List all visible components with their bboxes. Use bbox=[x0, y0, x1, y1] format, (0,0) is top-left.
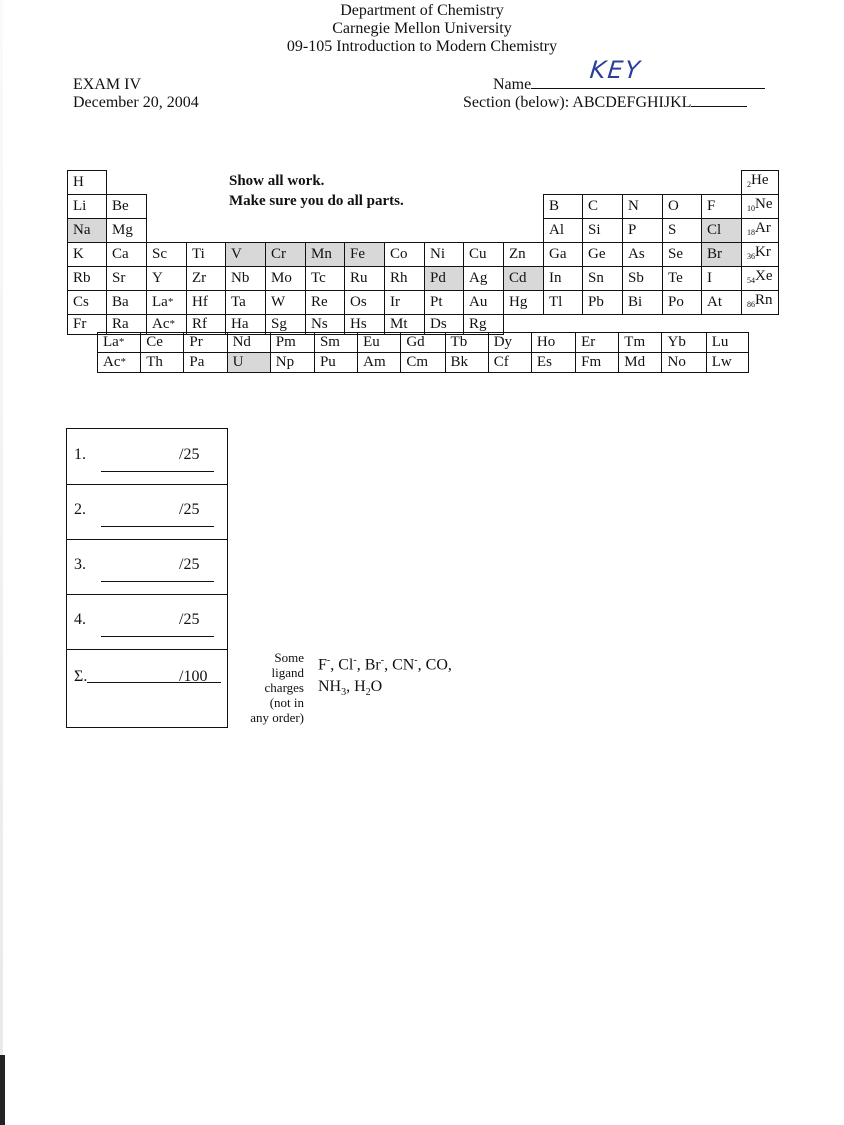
element-cell: Fr bbox=[68, 315, 107, 335]
element-cell: $_{86}$Rn bbox=[742, 291, 779, 315]
element-cell: Zn bbox=[504, 243, 544, 267]
question-label: 4. bbox=[74, 611, 86, 628]
element-cell: Ac* bbox=[147, 315, 187, 335]
element-cell: Hg bbox=[504, 291, 544, 315]
element-cell: Tc bbox=[306, 267, 345, 291]
element-cell: Mo bbox=[266, 267, 306, 291]
element-cell: Lu bbox=[706, 333, 748, 353]
element-cell: Rf bbox=[187, 315, 226, 335]
element-cell: Cd bbox=[504, 267, 544, 291]
element-cell: Am bbox=[358, 353, 401, 373]
element-cell: Fm bbox=[576, 353, 619, 373]
question-label: 1. bbox=[74, 446, 86, 463]
element-cell: Rb bbox=[68, 267, 107, 291]
element-cell: Nb bbox=[226, 267, 266, 291]
element-cell: Dy bbox=[488, 333, 531, 353]
element-cell: Sm bbox=[314, 333, 357, 353]
element-cell: Yb bbox=[662, 333, 706, 353]
element-cell: Ag bbox=[464, 267, 504, 291]
element-cell: Fe bbox=[345, 243, 385, 267]
ligand-label-line: ligand bbox=[271, 665, 304, 680]
element-cell: Lw bbox=[706, 353, 748, 373]
element-cell: Ir bbox=[385, 291, 425, 315]
course-title: 09-105 Introduction to Modern Chemistry bbox=[286, 38, 558, 55]
element-cell: Br bbox=[702, 243, 742, 267]
name-handwritten: KEY bbox=[588, 56, 644, 84]
element-cell: Hs bbox=[345, 315, 385, 335]
element-cell: As bbox=[623, 243, 663, 267]
element-cell: Pb bbox=[583, 291, 623, 315]
ligand-label-line: any order) bbox=[250, 710, 304, 725]
score-row bbox=[67, 484, 227, 540]
element-cell: Cr bbox=[266, 243, 306, 267]
question-max: /25 bbox=[179, 556, 200, 573]
element-cell: Cf bbox=[488, 353, 531, 373]
section-underline bbox=[691, 94, 747, 107]
scan-artifact bbox=[0, 1055, 5, 1125]
ligand-list bbox=[318, 650, 452, 705]
element-cell: Co bbox=[385, 243, 425, 267]
element-cell: F bbox=[702, 195, 742, 219]
university-title: Carnegie Mellon University bbox=[332, 20, 512, 37]
element-cell: Er bbox=[576, 333, 619, 353]
element-cell: Cl bbox=[702, 219, 742, 243]
element-cell: Nd bbox=[227, 333, 270, 353]
element-cell: C bbox=[583, 195, 623, 219]
element-cell: Ra bbox=[107, 315, 147, 335]
ligand-line-1: F-, Cl-, Br-, CN-, CO, bbox=[318, 655, 452, 674]
score-row bbox=[67, 539, 227, 595]
score-row bbox=[67, 429, 227, 485]
scan-edge bbox=[0, 0, 3, 1125]
ligand-label-line: Some bbox=[274, 650, 304, 665]
element-cell: Na bbox=[68, 219, 107, 243]
element-cell: Ta bbox=[226, 291, 266, 315]
element-cell: Cm bbox=[401, 353, 445, 373]
element-cell: Sb bbox=[623, 267, 663, 291]
element-cell: S bbox=[663, 219, 702, 243]
element-cell: U bbox=[227, 353, 270, 373]
element-cell: Mg bbox=[107, 219, 147, 243]
element-cell: Ca bbox=[107, 243, 147, 267]
element-cell: V bbox=[226, 243, 266, 267]
element-cell: Po bbox=[663, 291, 702, 315]
element-cell: Pr bbox=[184, 333, 227, 353]
element-cell: Np bbox=[270, 353, 314, 373]
score-blank[interactable] bbox=[101, 526, 214, 527]
score-total-row bbox=[67, 650, 227, 727]
element-cell: Y bbox=[147, 267, 187, 291]
element-cell: P bbox=[623, 219, 663, 243]
element-cell: Os bbox=[345, 291, 385, 315]
score-row bbox=[67, 594, 227, 650]
element-cell: Te bbox=[663, 267, 702, 291]
element-cell: Cs bbox=[68, 291, 107, 315]
question-max: /25 bbox=[179, 611, 200, 628]
ligand-line-2: $NH_3$, $H_2O$ bbox=[318, 678, 383, 699]
element-cell: Rg bbox=[464, 315, 504, 335]
element-cell: Es bbox=[531, 353, 575, 373]
element-cell: At bbox=[702, 291, 742, 315]
element-cell: N bbox=[623, 195, 663, 219]
element-cell: Pa bbox=[184, 353, 227, 373]
element-cell: Cu bbox=[464, 243, 504, 267]
exam-title: EXAM IV bbox=[73, 76, 141, 93]
total-label: Σ. bbox=[74, 668, 88, 685]
element-cell: Rh bbox=[385, 267, 425, 291]
element-cell: Tl bbox=[544, 291, 583, 315]
ligand-label-line: charges bbox=[264, 680, 304, 695]
element-cell: Ns bbox=[306, 315, 345, 335]
score-blank[interactable] bbox=[101, 636, 214, 637]
section-field[interactable] bbox=[463, 94, 747, 112]
element-cell: Ni bbox=[425, 243, 464, 267]
element-cell: Al bbox=[544, 219, 583, 243]
element-cell: Pd bbox=[425, 267, 464, 291]
question-max: /25 bbox=[179, 501, 200, 518]
element-cell: Ga bbox=[544, 243, 583, 267]
element-cell: Md bbox=[619, 353, 662, 373]
element-cell: In bbox=[544, 267, 583, 291]
element-cell: Bi bbox=[623, 291, 663, 315]
element-cell: Pt bbox=[425, 291, 464, 315]
question-label: 3. bbox=[74, 556, 86, 573]
element-cell: Ce bbox=[141, 333, 184, 353]
score-box bbox=[66, 428, 228, 728]
element-cell: Mn bbox=[306, 243, 345, 267]
element-cell: Sc bbox=[147, 243, 187, 267]
element-cell: B bbox=[544, 195, 583, 219]
element-cell: $_{18}$Ar bbox=[742, 219, 779, 243]
instruction-all-parts: Make sure you do all parts. bbox=[229, 193, 404, 209]
element-cell: Bk bbox=[445, 353, 488, 373]
element-cell: $_{54}$Xe bbox=[742, 267, 779, 291]
element-cell: $_{36}$Kr bbox=[742, 243, 779, 267]
element-cell: Li bbox=[68, 195, 107, 219]
element-cell: Si bbox=[583, 219, 623, 243]
element-cell: La* bbox=[147, 291, 187, 315]
element-cell: Re bbox=[306, 291, 345, 315]
exam-date: December 20, 2004 bbox=[73, 94, 199, 111]
instruction-show-work: Show all work. bbox=[229, 173, 325, 189]
section-label: Section (below): ABCDEFGHIJKL bbox=[463, 94, 692, 111]
element-cell: Pu bbox=[314, 353, 357, 373]
element-cell: Th bbox=[141, 353, 184, 373]
element-cell: Be bbox=[107, 195, 147, 219]
element-cell: Ti bbox=[187, 243, 226, 267]
total-max: /100 bbox=[179, 668, 208, 685]
element-cell: I bbox=[702, 267, 742, 291]
element-cell: Eu bbox=[358, 333, 401, 353]
element-cell: Ba bbox=[107, 291, 147, 315]
question-max: /25 bbox=[179, 446, 200, 463]
ligand-label bbox=[232, 650, 304, 725]
element-cell: Gd bbox=[401, 333, 445, 353]
score-blank[interactable] bbox=[101, 471, 214, 472]
element-cell: Ds bbox=[425, 315, 464, 335]
element-cell: Sg bbox=[266, 315, 306, 335]
department-title: Department of Chemistry bbox=[340, 2, 504, 19]
name-label: Name bbox=[493, 76, 532, 93]
element-cell: Tm bbox=[619, 333, 662, 353]
element-cell: Ha bbox=[226, 315, 266, 335]
element-cell: Tb bbox=[445, 333, 488, 353]
element-cell: No bbox=[662, 353, 706, 373]
element-cell: Ru bbox=[345, 267, 385, 291]
element-cell: Mt bbox=[385, 315, 425, 335]
periodic-table bbox=[67, 170, 779, 335]
f-block-table bbox=[97, 332, 749, 373]
element-cell: Se bbox=[663, 243, 702, 267]
element-cell: Ho bbox=[531, 333, 575, 353]
element-cell: $_{10}$Ne bbox=[742, 195, 779, 219]
question-label: 2. bbox=[74, 501, 86, 518]
ligand-label-line: (not in bbox=[269, 695, 304, 710]
element-cell: Ac* bbox=[98, 353, 141, 373]
element-cell: K bbox=[68, 243, 107, 267]
element-cell: W bbox=[266, 291, 306, 315]
element-cell: Zr bbox=[187, 267, 226, 291]
element-cell: La* bbox=[98, 333, 141, 353]
element-cell: $_2$He bbox=[742, 171, 779, 195]
element-cell: Hf bbox=[187, 291, 226, 315]
score-blank[interactable] bbox=[101, 581, 214, 582]
element-cell: Pm bbox=[270, 333, 314, 353]
element-cell: H bbox=[68, 171, 107, 195]
element-cell: Ge bbox=[583, 243, 623, 267]
element-cell: Sn bbox=[583, 267, 623, 291]
element-cell: Sr bbox=[107, 267, 147, 291]
name-underline bbox=[531, 76, 765, 89]
element-cell: O bbox=[663, 195, 702, 219]
element-cell: Au bbox=[464, 291, 504, 315]
